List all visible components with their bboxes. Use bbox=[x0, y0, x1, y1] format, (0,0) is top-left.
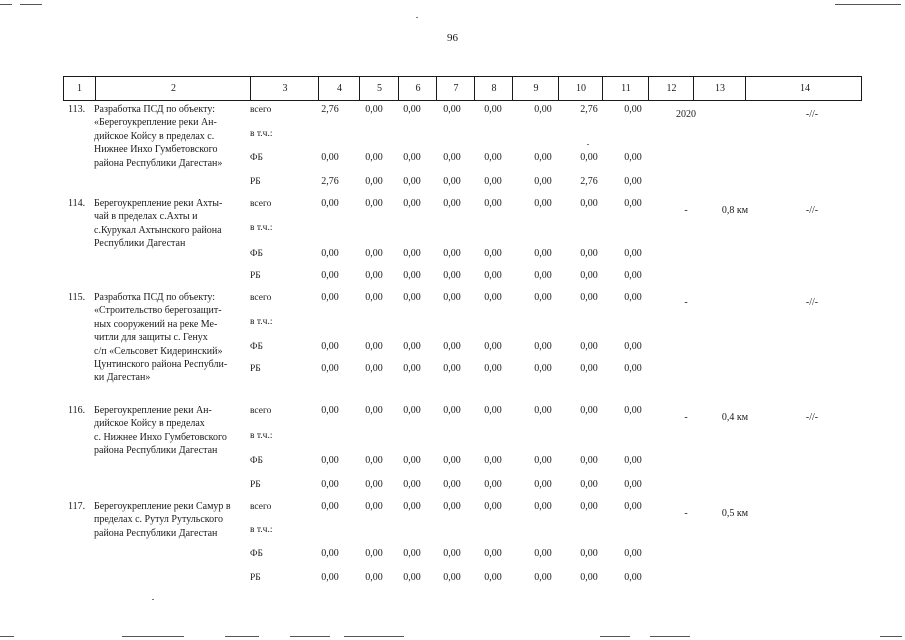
value-cell: 2,76 bbox=[580, 176, 598, 187]
value-cell: 0,00 bbox=[484, 363, 502, 374]
line-label: в т.ч.: bbox=[250, 223, 273, 233]
row-description: Разработка ПСД по объекту: «Берегоукрепление реки Ан- дийское Койсу в пределах с. Нижнее Инхо Гумбетовского района Республики Дагестан» bbox=[94, 104, 223, 169]
value-cell: 0,00 bbox=[484, 104, 502, 115]
header-cell-1: 1 bbox=[77, 83, 82, 94]
value-cell: 0,00 bbox=[443, 292, 461, 303]
value-cell: 0,00 bbox=[365, 479, 383, 490]
ditto-cell: -//- bbox=[805, 297, 819, 308]
value-cell: 0,00 bbox=[534, 198, 552, 209]
scan-edge-line bbox=[122, 636, 184, 637]
value-cell: 0,00 bbox=[403, 341, 421, 352]
value-cell: 0,00 bbox=[484, 479, 502, 490]
line-label: ФБ bbox=[250, 342, 263, 352]
row-description: Берегоукрепление реки Ан- дийское Койсу в пределах с. Нижнее Инхо Гумбетовского района Республики Дагестан bbox=[94, 405, 227, 457]
line-label: РБ bbox=[250, 573, 261, 583]
ditto-cell: -//- bbox=[805, 412, 819, 423]
value-cell: 2,76 bbox=[321, 104, 339, 115]
value-cell: 0,00 bbox=[443, 152, 461, 163]
value-cell: 0,00 bbox=[624, 248, 642, 259]
value-cell: 0,00 bbox=[321, 248, 339, 259]
value-cell: 0,00 bbox=[484, 292, 502, 303]
header-cell-8: 8 bbox=[474, 77, 513, 100]
value-cell: 0,00 bbox=[365, 270, 383, 281]
value-cell: 0,00 bbox=[484, 548, 502, 559]
value-cell: 0,00 bbox=[403, 176, 421, 187]
scan-speck bbox=[416, 17, 418, 18]
value-cell: 0,00 bbox=[580, 405, 598, 416]
value-cell: 0,00 bbox=[580, 501, 598, 512]
value-cell: 0,00 bbox=[443, 104, 461, 115]
value-cell: 0,00 bbox=[403, 248, 421, 259]
scan-edge-line bbox=[225, 636, 259, 637]
value-cell: 0,00 bbox=[365, 572, 383, 583]
line-label: ФБ bbox=[250, 249, 263, 259]
year-or-dash-cell: - bbox=[684, 412, 688, 423]
value-cell: 0,00 bbox=[624, 572, 642, 583]
line-label: РБ bbox=[250, 364, 261, 374]
row-number: 115. bbox=[68, 292, 86, 303]
length-cell: 0,8 км bbox=[721, 205, 749, 216]
value-cell: 0,00 bbox=[365, 341, 383, 352]
scan-edge-line bbox=[0, 4, 12, 5]
line-label: всего bbox=[250, 502, 272, 512]
value-cell: 0,00 bbox=[365, 455, 383, 466]
value-cell: 0,00 bbox=[403, 455, 421, 466]
value-cell: 0,00 bbox=[534, 455, 552, 466]
value-cell: 0,00 bbox=[403, 152, 421, 163]
value-cell: 0,00 bbox=[580, 341, 598, 352]
header-cell-12: 12 bbox=[648, 77, 694, 100]
scan-edge-line bbox=[880, 636, 902, 637]
line-label: в т.ч.: bbox=[250, 525, 273, 535]
value-cell: 0,00 bbox=[624, 341, 642, 352]
value-cell: 0,00 bbox=[365, 104, 383, 115]
value-cell: 0,00 bbox=[321, 455, 339, 466]
length-cell: 0,5 км bbox=[721, 508, 749, 519]
line-label: в т.ч.: bbox=[250, 431, 273, 441]
value-cell: 0,00 bbox=[624, 548, 642, 559]
value-cell: 0,00 bbox=[624, 270, 642, 281]
line-label: РБ bbox=[250, 480, 261, 490]
value-cell: 0,00 bbox=[484, 341, 502, 352]
ditto-cell: -//- bbox=[805, 109, 819, 120]
scan-edge-line bbox=[650, 636, 690, 637]
value-cell: 0,00 bbox=[534, 292, 552, 303]
value-cell: 0,00 bbox=[624, 198, 642, 209]
value-cell: 0,00 bbox=[580, 292, 598, 303]
value-cell: 0,00 bbox=[534, 548, 552, 559]
value-cell: 0,00 bbox=[321, 548, 339, 559]
value-cell: 0,00 bbox=[403, 292, 421, 303]
header-cell-7: 7 bbox=[436, 77, 475, 100]
value-cell: 0,00 bbox=[534, 270, 552, 281]
value-cell: 0,00 bbox=[534, 501, 552, 512]
value-cell: 0,00 bbox=[443, 248, 461, 259]
line-label: ФБ bbox=[250, 456, 263, 466]
line-label: всего bbox=[250, 199, 272, 209]
value-cell: 0,00 bbox=[624, 363, 642, 374]
value-cell: 0,00 bbox=[321, 572, 339, 583]
value-cell: 0,00 bbox=[580, 479, 598, 490]
value-cell: 0,00 bbox=[484, 501, 502, 512]
value-cell: 2,76 bbox=[580, 104, 598, 115]
scan-edge-line bbox=[20, 4, 42, 5]
scan-edge-line bbox=[835, 4, 901, 5]
value-cell: 0,00 bbox=[484, 152, 502, 163]
scan-edge-line bbox=[600, 636, 630, 637]
header-cell-10: 10 bbox=[558, 77, 603, 100]
value-cell: 0,00 bbox=[403, 104, 421, 115]
value-cell: 0,00 bbox=[443, 455, 461, 466]
value-cell: 0,00 bbox=[321, 479, 339, 490]
value-cell: 0,00 bbox=[443, 363, 461, 374]
value-cell: 0,00 bbox=[484, 455, 502, 466]
value-cell: 0,00 bbox=[624, 405, 642, 416]
year-or-dash-cell: - bbox=[684, 205, 688, 216]
value-cell: 0,00 bbox=[624, 292, 642, 303]
value-cell: 0,00 bbox=[580, 270, 598, 281]
line-label: в т.ч.: bbox=[250, 317, 273, 327]
value-cell: 0,00 bbox=[534, 176, 552, 187]
value-cell: 0,00 bbox=[580, 152, 598, 163]
value-cell: 0,00 bbox=[321, 363, 339, 374]
header-cell-6: 6 bbox=[398, 77, 437, 100]
value-cell: 0,00 bbox=[534, 405, 552, 416]
value-cell: 0,00 bbox=[443, 548, 461, 559]
value-cell: 0,00 bbox=[403, 270, 421, 281]
value-cell: 0,00 bbox=[624, 455, 642, 466]
value-cell: 0,00 bbox=[443, 176, 461, 187]
value-cell: 0,00 bbox=[403, 363, 421, 374]
header-cell-3: 3 bbox=[250, 77, 319, 100]
value-cell: 0,00 bbox=[534, 479, 552, 490]
value-cell: 0,00 bbox=[534, 363, 552, 374]
value-cell: 0,00 bbox=[580, 455, 598, 466]
scan-edge-line bbox=[290, 636, 330, 637]
value-cell: 0,00 bbox=[365, 248, 383, 259]
value-cell: 0,00 bbox=[580, 572, 598, 583]
value-cell: 0,00 bbox=[365, 176, 383, 187]
value-cell: 0,00 bbox=[321, 341, 339, 352]
table-header bbox=[63, 76, 862, 101]
value-cell: 0,00 bbox=[403, 548, 421, 559]
header-cell-4: 4 bbox=[318, 77, 360, 100]
value-cell: 0,00 bbox=[443, 479, 461, 490]
value-cell: 0,00 bbox=[365, 548, 383, 559]
year-or-dash-cell: - bbox=[684, 297, 688, 308]
value-cell: 0,00 bbox=[484, 176, 502, 187]
value-cell: 0,00 bbox=[443, 341, 461, 352]
line-label: РБ bbox=[250, 271, 261, 281]
value-cell: 2,76 bbox=[321, 176, 339, 187]
value-cell: 0,00 bbox=[484, 572, 502, 583]
line-label: всего bbox=[250, 293, 272, 303]
value-cell: 0,00 bbox=[365, 405, 383, 416]
line-label: всего bbox=[250, 406, 272, 416]
value-cell: 0,00 bbox=[534, 104, 552, 115]
value-cell: 0,00 bbox=[624, 479, 642, 490]
value-cell: 0,00 bbox=[403, 198, 421, 209]
row-description: Берегоукрепление реки Самур в пределах с. Рутул Рутульского района Республики Дагестан bbox=[94, 501, 231, 539]
value-cell: 0,00 bbox=[580, 198, 598, 209]
value-cell: 0,00 bbox=[365, 152, 383, 163]
value-cell: 0,00 bbox=[403, 572, 421, 583]
value-cell: 0,00 bbox=[365, 501, 383, 512]
value-cell: 0,00 bbox=[534, 152, 552, 163]
value-cell: 0,00 bbox=[321, 405, 339, 416]
value-cell: 0,00 bbox=[443, 572, 461, 583]
row-description: Разработка ПСД по объекту: «Строительство берегозащит- ных сооружений на реке Ме- читли для защиты с. Генух с/п «Сельсовет Кидеринский» Цунтинского района Республи- ки Дагестан» bbox=[94, 292, 228, 384]
value-cell: 0,00 bbox=[534, 341, 552, 352]
header-cell-5: 5 bbox=[359, 77, 399, 100]
value-cell: 0,00 bbox=[443, 501, 461, 512]
scan-edge-line bbox=[344, 636, 404, 637]
value-cell: 0,00 bbox=[321, 198, 339, 209]
value-cell: 0,00 bbox=[443, 198, 461, 209]
value-cell: 0,00 bbox=[443, 270, 461, 281]
line-label: в т.ч.: bbox=[250, 129, 273, 139]
header-cell-14: 14 bbox=[745, 77, 864, 100]
value-cell: 0,00 bbox=[365, 198, 383, 209]
value-cell: 0,00 bbox=[443, 405, 461, 416]
value-cell: 0,00 bbox=[321, 270, 339, 281]
page-number: 96 bbox=[447, 32, 458, 44]
scan-speck bbox=[587, 144, 589, 145]
value-cell: 0,00 bbox=[624, 152, 642, 163]
value-cell: 0,00 bbox=[534, 248, 552, 259]
row-number: 113. bbox=[68, 104, 86, 115]
year-or-dash-cell: - bbox=[684, 508, 688, 519]
scan-speck bbox=[152, 599, 154, 600]
year-or-dash-cell: 2020 bbox=[676, 109, 696, 120]
value-cell: 0,00 bbox=[321, 501, 339, 512]
row-description: Берегоукрепление реки Ахты- чай в пределах с.Ахты и с.Курукал Ахтынского района Республики Дагестан bbox=[94, 198, 223, 250]
value-cell: 0,00 bbox=[624, 501, 642, 512]
header-cell-13: 13 bbox=[693, 77, 746, 100]
line-label: ФБ bbox=[250, 549, 263, 559]
value-cell: 0,00 bbox=[403, 405, 421, 416]
row-number: 117. bbox=[68, 501, 86, 512]
value-cell: 0,00 bbox=[580, 363, 598, 374]
value-cell: 0,00 bbox=[484, 198, 502, 209]
header-cell-11: 11 bbox=[602, 77, 649, 100]
header-cell-2: 2 bbox=[95, 77, 251, 100]
row-number: 116. bbox=[68, 405, 86, 416]
row-number: 114. bbox=[68, 198, 86, 209]
value-cell: 0,00 bbox=[484, 270, 502, 281]
length-cell: 0,4 км bbox=[721, 412, 749, 423]
value-cell: 0,00 bbox=[580, 248, 598, 259]
line-label: ФБ bbox=[250, 153, 263, 163]
scan-edge-line bbox=[0, 636, 14, 637]
value-cell: 0,00 bbox=[534, 572, 552, 583]
value-cell: 0,00 bbox=[321, 152, 339, 163]
value-cell: 0,00 bbox=[484, 248, 502, 259]
value-cell: 0,00 bbox=[403, 479, 421, 490]
line-label: РБ bbox=[250, 177, 261, 187]
line-label: всего bbox=[250, 105, 272, 115]
value-cell: 0,00 bbox=[580, 548, 598, 559]
value-cell: 0,00 bbox=[624, 176, 642, 187]
value-cell: 0,00 bbox=[624, 104, 642, 115]
header-cell-9: 9 bbox=[512, 77, 559, 100]
ditto-cell: -//- bbox=[805, 205, 819, 216]
value-cell: 0,00 bbox=[403, 501, 421, 512]
value-cell: 0,00 bbox=[484, 405, 502, 416]
value-cell: 0,00 bbox=[365, 292, 383, 303]
value-cell: 0,00 bbox=[321, 292, 339, 303]
value-cell: 0,00 bbox=[365, 363, 383, 374]
